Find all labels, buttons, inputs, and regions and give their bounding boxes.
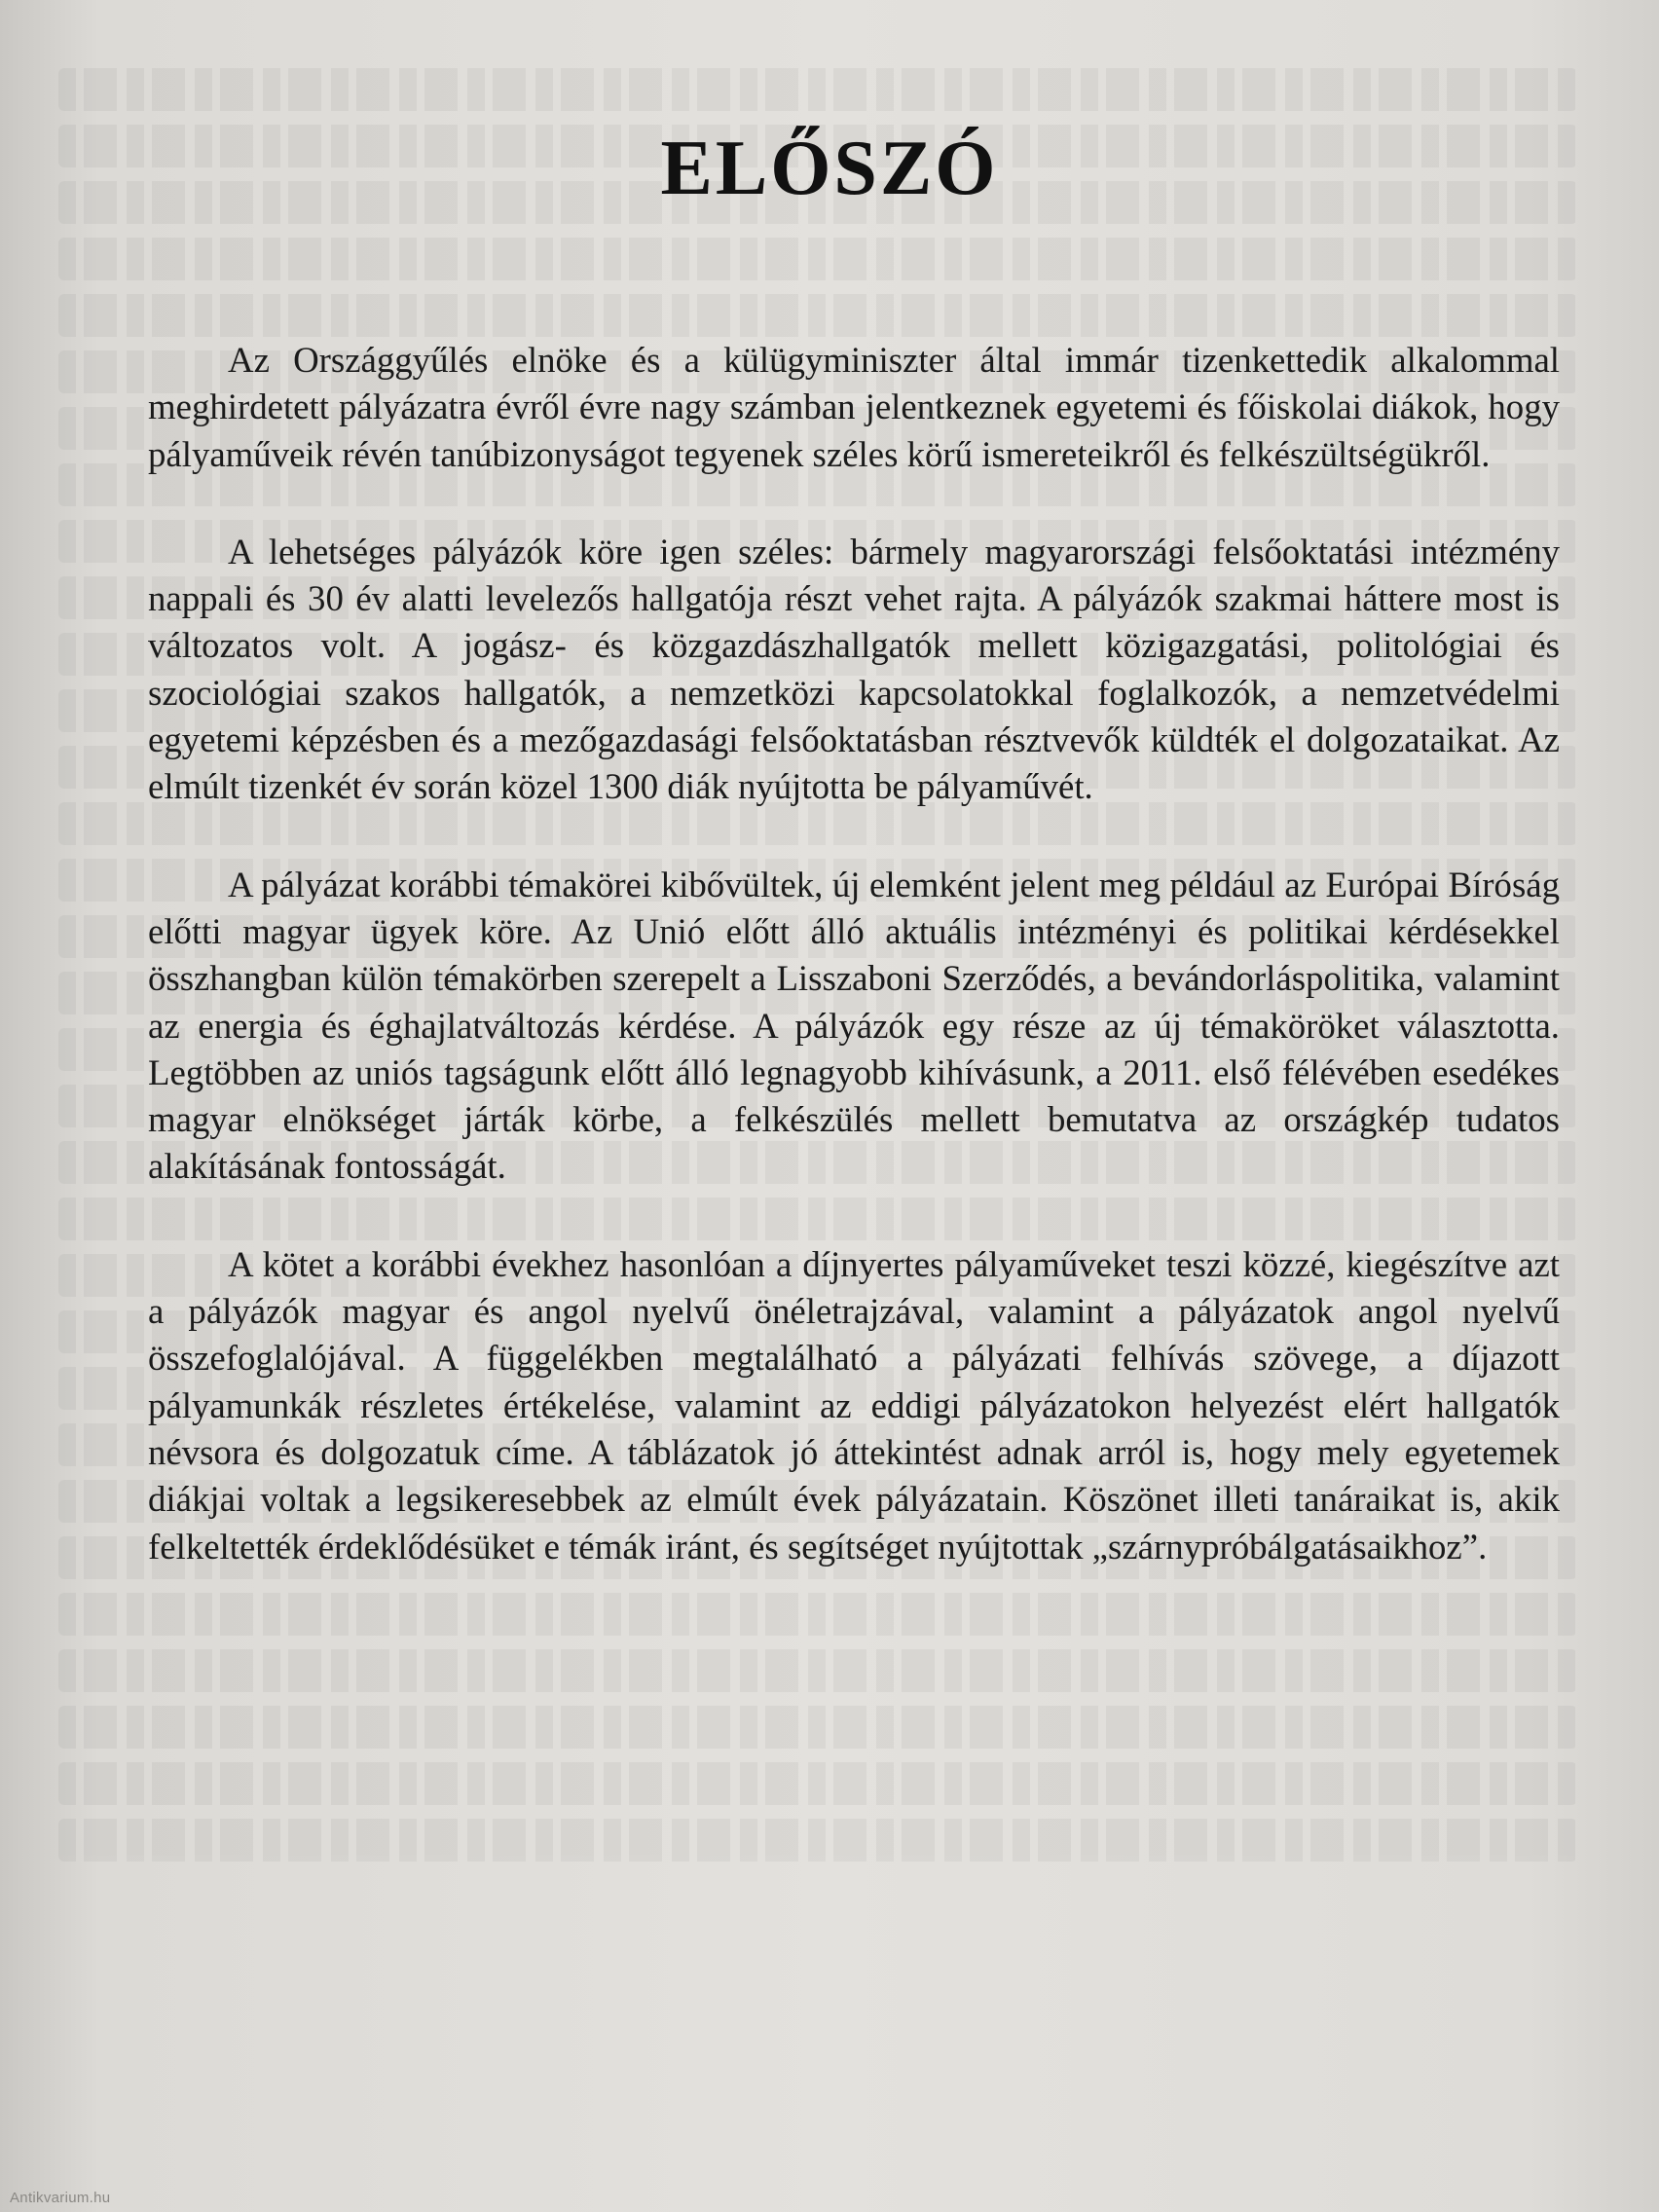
body-text — [148, 337, 1560, 1621]
paragraph: A lehetséges pályázók köre igen széles: bármely magyarországi felsőoktatási intézmény nappali és 30 év alatti levelezős hallgatója részt vehet rajta. A pályázók szakmai háttere most is változatos volt. A jogász- és közgazdászhallgatók mellett közigazgatási, politológiai és szociológiai szakos hallgatók, a nemzetközi kapcsolatokkal foglalkozók, a nemzetvédelmi egyetemi képzésben és a mezőgazdasági felsőoktatásban résztvevők küldték el dolgozataikat. Az elmúlt tizenkét év során közel 1300 diák nyújtotta be pályaművét. — [148, 531, 1560, 807]
watermark-text: Antikvarium.hu — [10, 2190, 111, 2206]
paragraph: Az Országgyűlés elnöke és a külügyminiszter által immár tizenkettedik alkalommal meghirdetett pályázatra évről évre nagy számban jelentkeznek egyetemi és főiskolai diákok, hogy pályaműveik révén tanúbizonyságot tegyenek széles körű ismereteikről és felkészültségükről. — [148, 340, 1560, 474]
paragraph: A kötet a korábbi évekhez hasonlóan a díjnyertes pályaműveket teszi közzé, kiegészítve azt a pályázók magyar és angol nyelvű önéletrajzával, valamint a pályázatok angol nyelvű összefoglalójával. A függelékben megtalálható a pályázati felhívás szövege, a díjazott pályamunkák részletes értékelése, valamint az eddigi pályázatokon helyezést elért hallgatók névsora és dolgozatuk címe. A táblázatok jó áttekintést adnak arról is, hogy mely egyetemek diákjai voltak a legsikeresebbek az elmúlt évek pályázatain. Köszönet illeti tanáraikat is, akik felkeltették érdeklődésüket e témák iránt, és segítséget nyújtottak „szárnypróbálgatásaikhoz”. — [148, 1243, 1560, 1567]
paragraph: A pályázat korábbi témakörei kibővültek, új elemként jelent meg például az Európai Bíróság előtti magyar ügyek köre. Az Unió előtt álló aktuális intézményi és politikai kérdésekkel összhangban külön témakörben szerepelt a Lisszaboni Szerződés, a bevándorláspolitika, valamint az energia és éghajlatváltozás kérdése. A pályázók egy része az új témaköröket választotta. Legtöbben az uniós tagságunk előtt álló legnagyobb kihívásunk, a 2011. első félévében esedékes magyar elnökséget járták körbe, a felkészülés mellett bemutatva az országkép tudatos alakításának fontosságát. — [148, 864, 1560, 1187]
page-title: ELŐSZÓ — [660, 126, 999, 211]
